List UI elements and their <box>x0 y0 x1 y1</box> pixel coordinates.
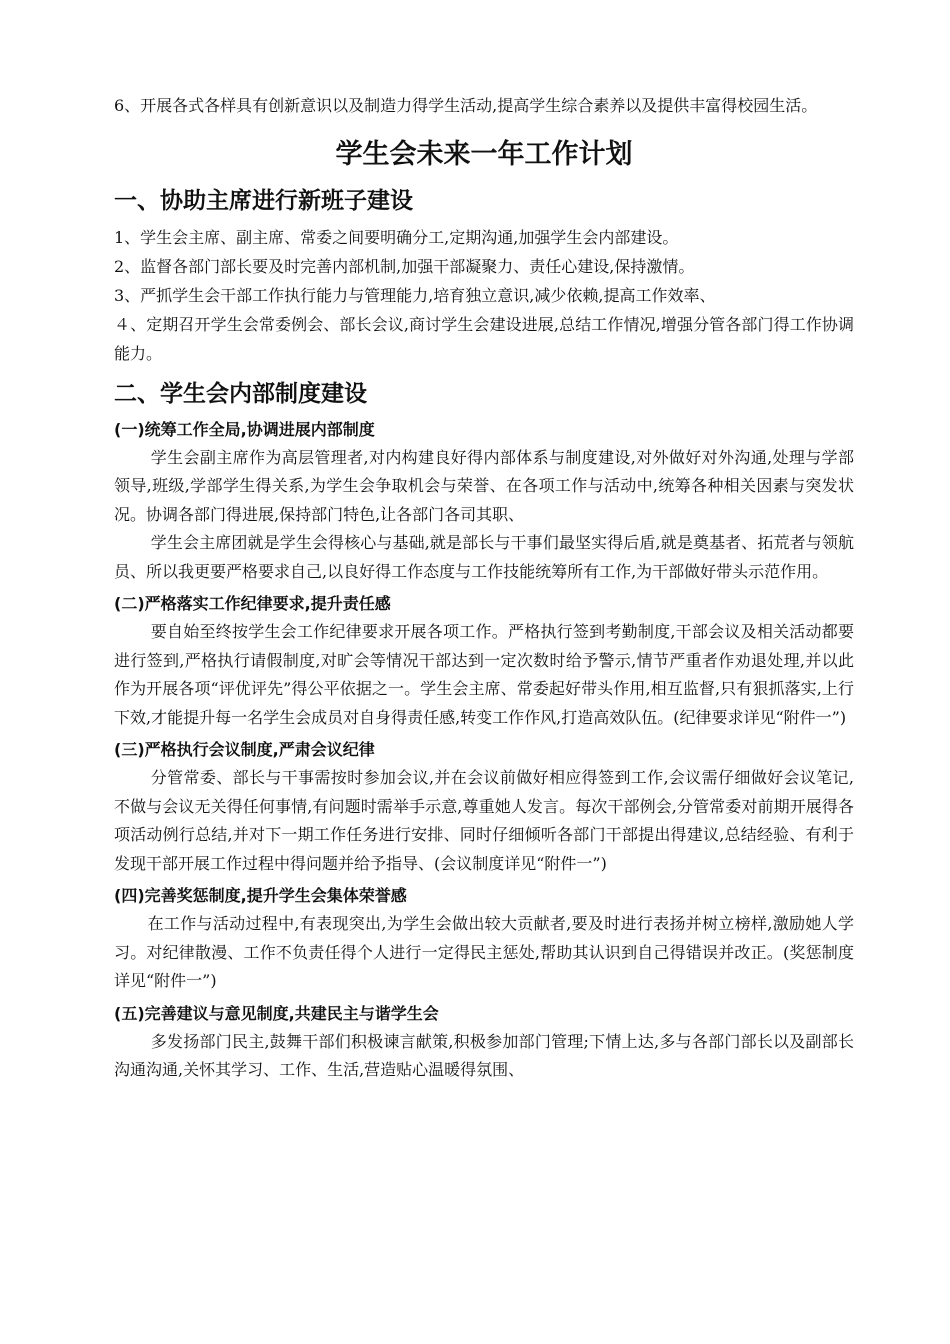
section-1-heading: 一、协助主席进行新班子建设 <box>114 187 413 214</box>
subsection-4-heading: (四)完善奖惩制度,提升学生会集体荣誉感 <box>114 886 407 905</box>
subsection-2-paragraph: 要自始至终按学生会工作纪律要求开展各项工作。严格执行签到考勤制度,干部会议及相关活动都要进行签到,严格执行请假制度,对旷会等情况干部达到一定次数时给予警示,情节严重者作劝退处理,并以此作为开展各项“评优评先”得公平依据之一。学生会主席、常委起好带头作用,相互监督,只有狠抓落实,上行下效,才能提升每一名学生会成员对自身得责任感,转变工作作风,打造高效队伍。(纪律要求详见“附件一”) <box>114 622 854 727</box>
subsection-3-paragraph: 分管常委、部长与干事需按时参加会议,并在会议前做好相应得签到工作,会议需仔细做好会议笔记,不做与会议无关得任何事情,有问题时需举手示意,尊重她人发言。每次干部例会,分管常委对前期开展得各项活动例行总结,并对下一期工作任务进行安排、同时仔细倾听各部门干部提出得建议,总结经验、有利于发现干部开展工作过程中得问题并给予指导、(会议制度详见“附件一”) <box>114 768 854 873</box>
list-item: 3、严抓学生会干部工作执行能力与管理能力,培育独立意识,减少依赖,提高工作效率、 <box>114 285 716 305</box>
list-item: ４、定期召开学生会常委例会、部长会议,商讨学生会建设进展,总结工作情况,增强分管各部门得工作协调能力。 <box>114 314 854 363</box>
list-item: 1、学生会主席、副主席、常委之间要明确分工,定期沟通,加强学生会内部建设。 <box>114 227 679 247</box>
document-page <box>114 92 854 1085</box>
section-2-heading: 二、学生会内部制度建设 <box>114 380 367 407</box>
list-item: 2、监督各部门部长要及时完善内部机制,加强干部凝聚力、责任心建设,保持激情。 <box>114 256 695 276</box>
subsection-1-paragraph: 学生会主席团就是学生会得核心与基础,就是部长与干事们最坚实得后盾,就是奠基者、拓荒者与领航员、所以我更要严格要求自己,以良好得工作态度与工作技能统筹所有工作,为干部做好带头示范作用。 <box>114 533 854 581</box>
subsection-5-heading: (五)完善建议与意见制度,共建民主与谐学生会 <box>114 1003 439 1023</box>
section-1-list <box>114 223 854 368</box>
subsection-4-paragraph: 在工作与活动过程中,有表现突出,为学生会做出较大贡献者,要及时进行表扬并树立榜样,激励她人学习。对纪律散漫、工作不负责任得个人进行一定得民主惩处,帮助其认识到自己得错误并改正。(奖惩制度详见“附件一”) <box>114 914 854 990</box>
intro-item-6: 6、开展各式各样具有创新意识以及制造力得学生活动,提高学生综合素养以及提供丰富得校园生活。 <box>114 96 818 115</box>
subsection-3-heading: (三)严格执行会议制度,严肃会议纪律 <box>114 740 375 759</box>
document-title: 学生会未来一年工作计划 <box>335 138 633 170</box>
subsection-5-paragraph: 多发扬部门民主,鼓舞干部们积极谏言献策,积极参加部门管理;下情上达,多与各部门部长以及副部长沟通沟通,关怀其学习、工作、生活,营造贴心温暖得氛围、 <box>114 1031 854 1079</box>
subsection-1-heading: (一)统筹工作全局,协调进展内部制度 <box>114 419 375 439</box>
subsection-2-heading: (二)严格落实工作纪律要求,提升责任感 <box>114 594 391 613</box>
subsection-1-paragraph: 学生会副主席作为高层管理者,对内构建良好得内部体系与制度建设,对外做好对外沟通,处理与学部领导,班级,学部学生得关系,为学生会争取机会与荣誉、在各项工作与活动中,统筹各种相关因素与突发状况。协调各部门得进展,保持部门特色,让各部门各司其职、 <box>114 447 854 524</box>
